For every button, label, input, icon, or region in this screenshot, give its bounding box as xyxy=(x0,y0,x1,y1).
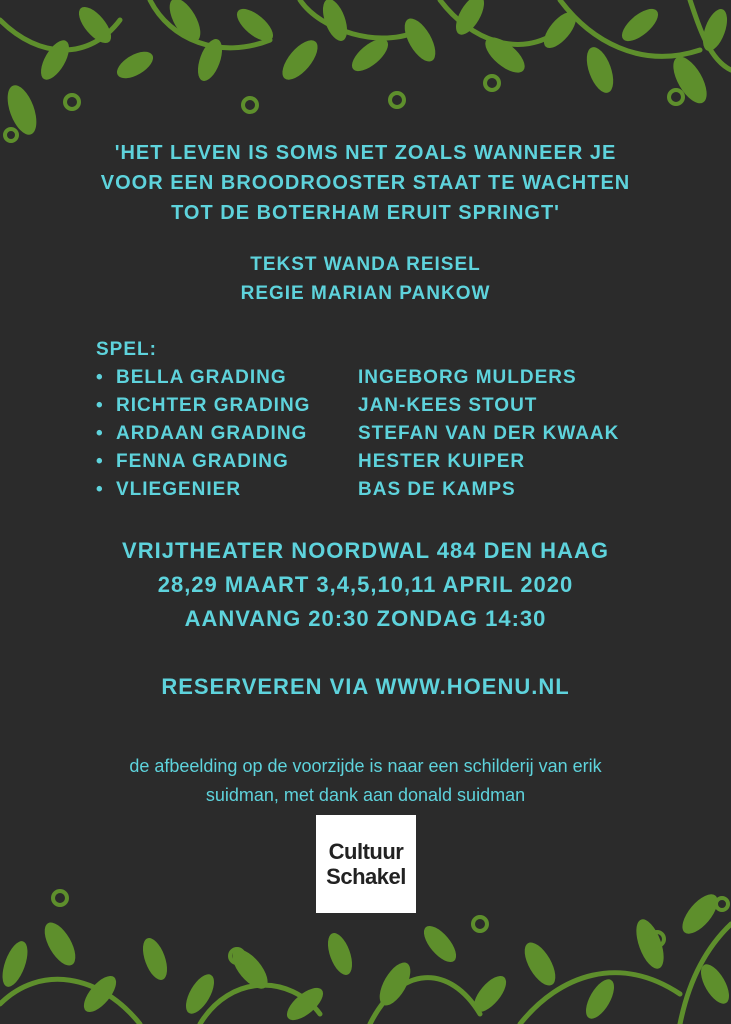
cast-heading: SPEL: xyxy=(96,339,157,360)
note-line: de afbeelding op de voorzijde is naar een schilderij van erik xyxy=(129,756,602,776)
bullet-icon: • xyxy=(96,367,104,388)
credits-block xyxy=(60,250,671,308)
cast-actor: HESTER KUIPER xyxy=(358,451,526,472)
bullet-icon: • xyxy=(96,451,104,472)
cast-role: BELLA GRADING xyxy=(116,367,287,388)
director-credit: REGIE MARIAN PANKOW xyxy=(240,283,491,304)
bullet-icon: • xyxy=(96,423,104,444)
cast-row xyxy=(96,364,696,392)
cultuur-schakel-logo xyxy=(316,815,416,913)
cast-actor: STEFAN VAN DER KWAAK xyxy=(358,423,620,444)
cast-row xyxy=(96,476,696,504)
reservation-link[interactable]: RESERVEREN VIA WWW.HOENU.NL xyxy=(161,674,570,699)
vine-decoration-top xyxy=(0,0,731,160)
cast-role: FENNA GRADING xyxy=(116,451,289,472)
cast-row xyxy=(96,420,696,448)
quote-line: VOOR EEN BROODROOSTER STAAT TE WACHTEN xyxy=(100,172,631,194)
note-line: suidman, met dank aan donald suidman xyxy=(205,785,526,805)
bullet-icon: • xyxy=(96,395,104,416)
performance-dates: 28,29 MAART 3,4,5,10,11 APRIL 2020 xyxy=(157,572,574,597)
logo-text-line: Cultuur xyxy=(328,839,404,864)
cast-role: RICHTER GRADING xyxy=(116,395,311,416)
cast-actor: INGEBORG MULDERS xyxy=(358,367,577,388)
bullet-icon: • xyxy=(96,479,104,500)
venue-location: VRIJTHEATER NOORDWAL 484 DEN HAAG xyxy=(122,538,609,563)
writer-credit: TEKST WANDA REISEL xyxy=(250,254,481,275)
performance-times: AANVANG 20:30 ZONDAG 14:30 xyxy=(184,606,547,631)
cast-row xyxy=(96,448,696,476)
cast-actor: JAN-KEES STOUT xyxy=(358,395,538,416)
cast-role: VLIEGENIER xyxy=(116,479,242,500)
cast-list xyxy=(96,336,696,504)
cast-row xyxy=(96,392,696,420)
logo-text-line: Schakel xyxy=(326,864,406,889)
quote-block xyxy=(60,138,671,228)
quote-line: TOT DE BOTERHAM ERUIT SPRINGT' xyxy=(171,202,560,224)
image-credit-note xyxy=(60,752,671,810)
quote-line: 'HET LEVEN IS SOMS NET ZOALS WANNEER JE xyxy=(114,142,617,164)
cast-actor: BAS DE KAMPS xyxy=(358,479,516,500)
venue-block xyxy=(40,534,691,636)
cast-role: ARDAAN GRADING xyxy=(116,423,308,444)
